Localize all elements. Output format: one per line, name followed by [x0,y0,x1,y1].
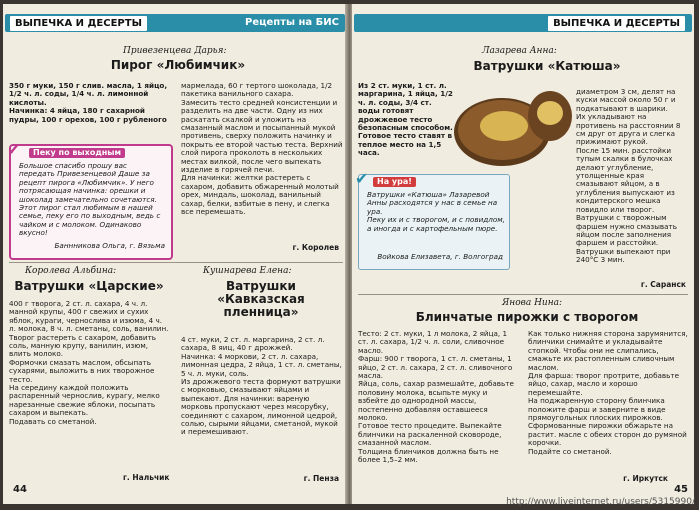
note-text: Большое спасибо прошу вас передать Привезенцевой Даше за рецепт пирога «Любимчик». У него потрясающая начинка: орешки и шоколад замечательно сочетаются. Этот пирог стал любимым в нашей семье, пеку его по выходным, ведь с чайком и с молоком. Одинаково вкусно! [19,161,161,238]
recipe-text: мармелада, 60 г тертого шоколада, 1/2 пакетика ванильного сахара. Замесить тесто средней консистенции и разделить на две части. Одну из них раскатать скалкой и уложить на смазанный маслом и посыпанный мукой противень, сверху положить начинку и покрыть ее второй частью теста. Верхний слой пирога проколоть в нескольких местах вилкой, после чего выпекать изделие в горячей печи. Для начинки: желтки растереть с сахаром, добавить обжаренный молотый орех, миндаль, шоколад, ванильный сахар, белки, взбитые в пену, и слегка все перемешать. [181,81,343,217]
note-signature: Войкова Елизавета, г. Волгоград [377,252,503,261]
checkmark-icon: ✔ [7,140,21,159]
recipe-title: Ватрушки «Катюша» [473,59,621,73]
section-header-bar [354,14,692,32]
recipe-city: г. Саранск [640,280,686,289]
recipe-text: Как только нижняя сторона зарумянится, блинчики снимайте и укладывайте стопкой. Чтобы они не слипались, смажьте их растопленным сливочным маслом. Для фарша: творог протрите, добавьте яйцо, сахар, масло и хорошо перемешайте. На поджаренную сторону блинчика положите фарш и заверните в виде прямоугольных плоских пирожков. Сформованные пирожки обжарьте на растит. масле с обеих сторон до румяной корочки. Подайте со сметаной. [528,329,688,456]
recipe-text: 4 ст. муки, 2 ст. л. маргарина, 2 ст. л. сахара, 8 яиц, 40 г дрожжей. Начинка: 4 моркови, 2 ст. л. сахара, лимонная цедра, 2 яйца, 1 ст. л. сметаны, 5 ч. л. муки, соль. Из дрожжевого теста формуют ватрушки с морковью, смазывают яйцами и выпекают. Для начинки: вареную морковь пропускают через мясорубку, соединяют с сахаром, лимонной цедрой, солью, сырыми яйцами, сметаной, мукой и перемешивают. [181,335,342,437]
recipe-title: Ватрушки «Кавказская пленница» [217,279,305,319]
checkmark-icon: ✔ [355,169,369,188]
recipe-author: Янова Нина: [502,298,563,308]
section-title: ВЫПЕЧКА И ДЕСЕРТЫ [9,15,148,32]
note-heading: На ура! [373,177,416,187]
recipe-text: Из 2 ст. муки, 1 ст. л. маргарина, 1 яйца, 1/2 ч. л. соды, 3/4 ст. воды готовят дрожжевое тесто безопасным способом. Готовое тесто ставят в теплое место на 1,5 часа. [358,81,453,158]
recipe-city: г. Нальчик [123,473,170,482]
note-text: Ватрушки «Катюша» Лазаревой Анны расходятся у нас в семье на ура. Пеку их и с творогом, и с повидлом, а иногда и с картофельным пюре. [367,190,505,233]
recipe-title: Пирог «Любимчик» [110,58,246,72]
recipe-author: Королева Альбина: [25,266,117,276]
recipe-author: Кушнарева Елена: [203,266,292,276]
recipe-text: диаметром 3 см, делят на куски массой около 50 г и подкатывают в шарики. Их укладывают на противень на расстоянии 8 см друг от друга и слегка прижимают рукой. После 15 мин. расстойки тупым скалки в булочках делают углубление, утолщенные края смазывают яйцом, а в углубления выпускают из кондитерского мешка повидло или творог. Ватрушки с творожным фаршем нужно смазывать яйцом после заполнения фаршем и расстойки. Ватрушки выпекают при 240°С 3 мин. [576,87,681,265]
source-url-watermark: http://www.liveinternet.ru/users/5315990/ [506,497,695,507]
recipe-city: г. Пенза [303,474,339,483]
recipe-text: 400 г творога, 2 ст. л. сахара, 4 ч. л. манной крупы, 400 г свежих и сухих яблок, кураги, чернослива и изюма, 4 ч. л. молока, 8 ч. л. сметаны, соль, ванилин. Творог растереть с сахаром, добавить соль, манную крупу, ванилин, изюм, влить молоко. Формочки смазать маслом, обсыпать сухарями, выложить в них творожное тесто. На середину каждой положить распаренный чернослив, курагу, мелко нарезанные свежие яблоки, посыпать сахаром и выпекать. Подавать со сметаной. [9,299,169,426]
recipe-title: Ватрушки «Царские» [14,279,164,293]
section-subtitle: Рецепты на БИС [244,17,339,28]
reader-note-box [7,140,173,260]
recipe-city: г. Королев [292,243,339,252]
note-heading: Пеку по выходным [29,148,125,158]
section-header-bar [5,14,345,32]
left-page [3,4,347,504]
reader-note-box [355,169,510,270]
page-number: 45 [674,484,688,495]
section-title: ВЫПЕЧКА И ДЕСЕРТЫ [547,15,686,32]
recipe-city: г. Иркутск [623,474,668,483]
page-number: 44 [13,484,27,495]
recipe-text: 350 г муки, 150 г слив. масла, 1 яйцо, 1/2 ч. л. соды, 1/4 ч. л. лимонной кислоты. Начинка: 4 яйца, 180 г сахарной пудры, 100 г орехов, 100 г рубленого [9,81,168,124]
recipe-title: Блинчатые пирожки с творогом [415,310,639,324]
note-signature: Баннникова Ольга, г. Вязьма [54,241,165,250]
recipe-text: Тесто: 2 ст. муки, 1 л молока, 2 яйца, 1 ст. л. сахара, 1/2 ч. л. соли, сливочное масло. Фарш: 900 г творога, 1 ст. л. сметаны, 1 яйцо, 2 ст. л. сахара, 2 ст. л. сливочного масла. Яйца, соль, сахар размешайте, добавьте половину молока, всыпьте муку и взбейте до однородной массы, постепенно добавляя оставшееся молоко. Готовое тесто процедите. Выпекайте блинчики на раскаленной сковороде, смазанной маслом. Толщина блинчиков должна быть не более 1,5–2 мм. [358,329,514,465]
vatrushki-photo [452,80,574,168]
right-page [352,4,694,504]
divider [358,294,688,295]
recipe-author: Привезенцева Дарья: [123,46,227,56]
divider [9,262,343,263]
recipe-author: Лазарева Анна: [482,46,557,56]
